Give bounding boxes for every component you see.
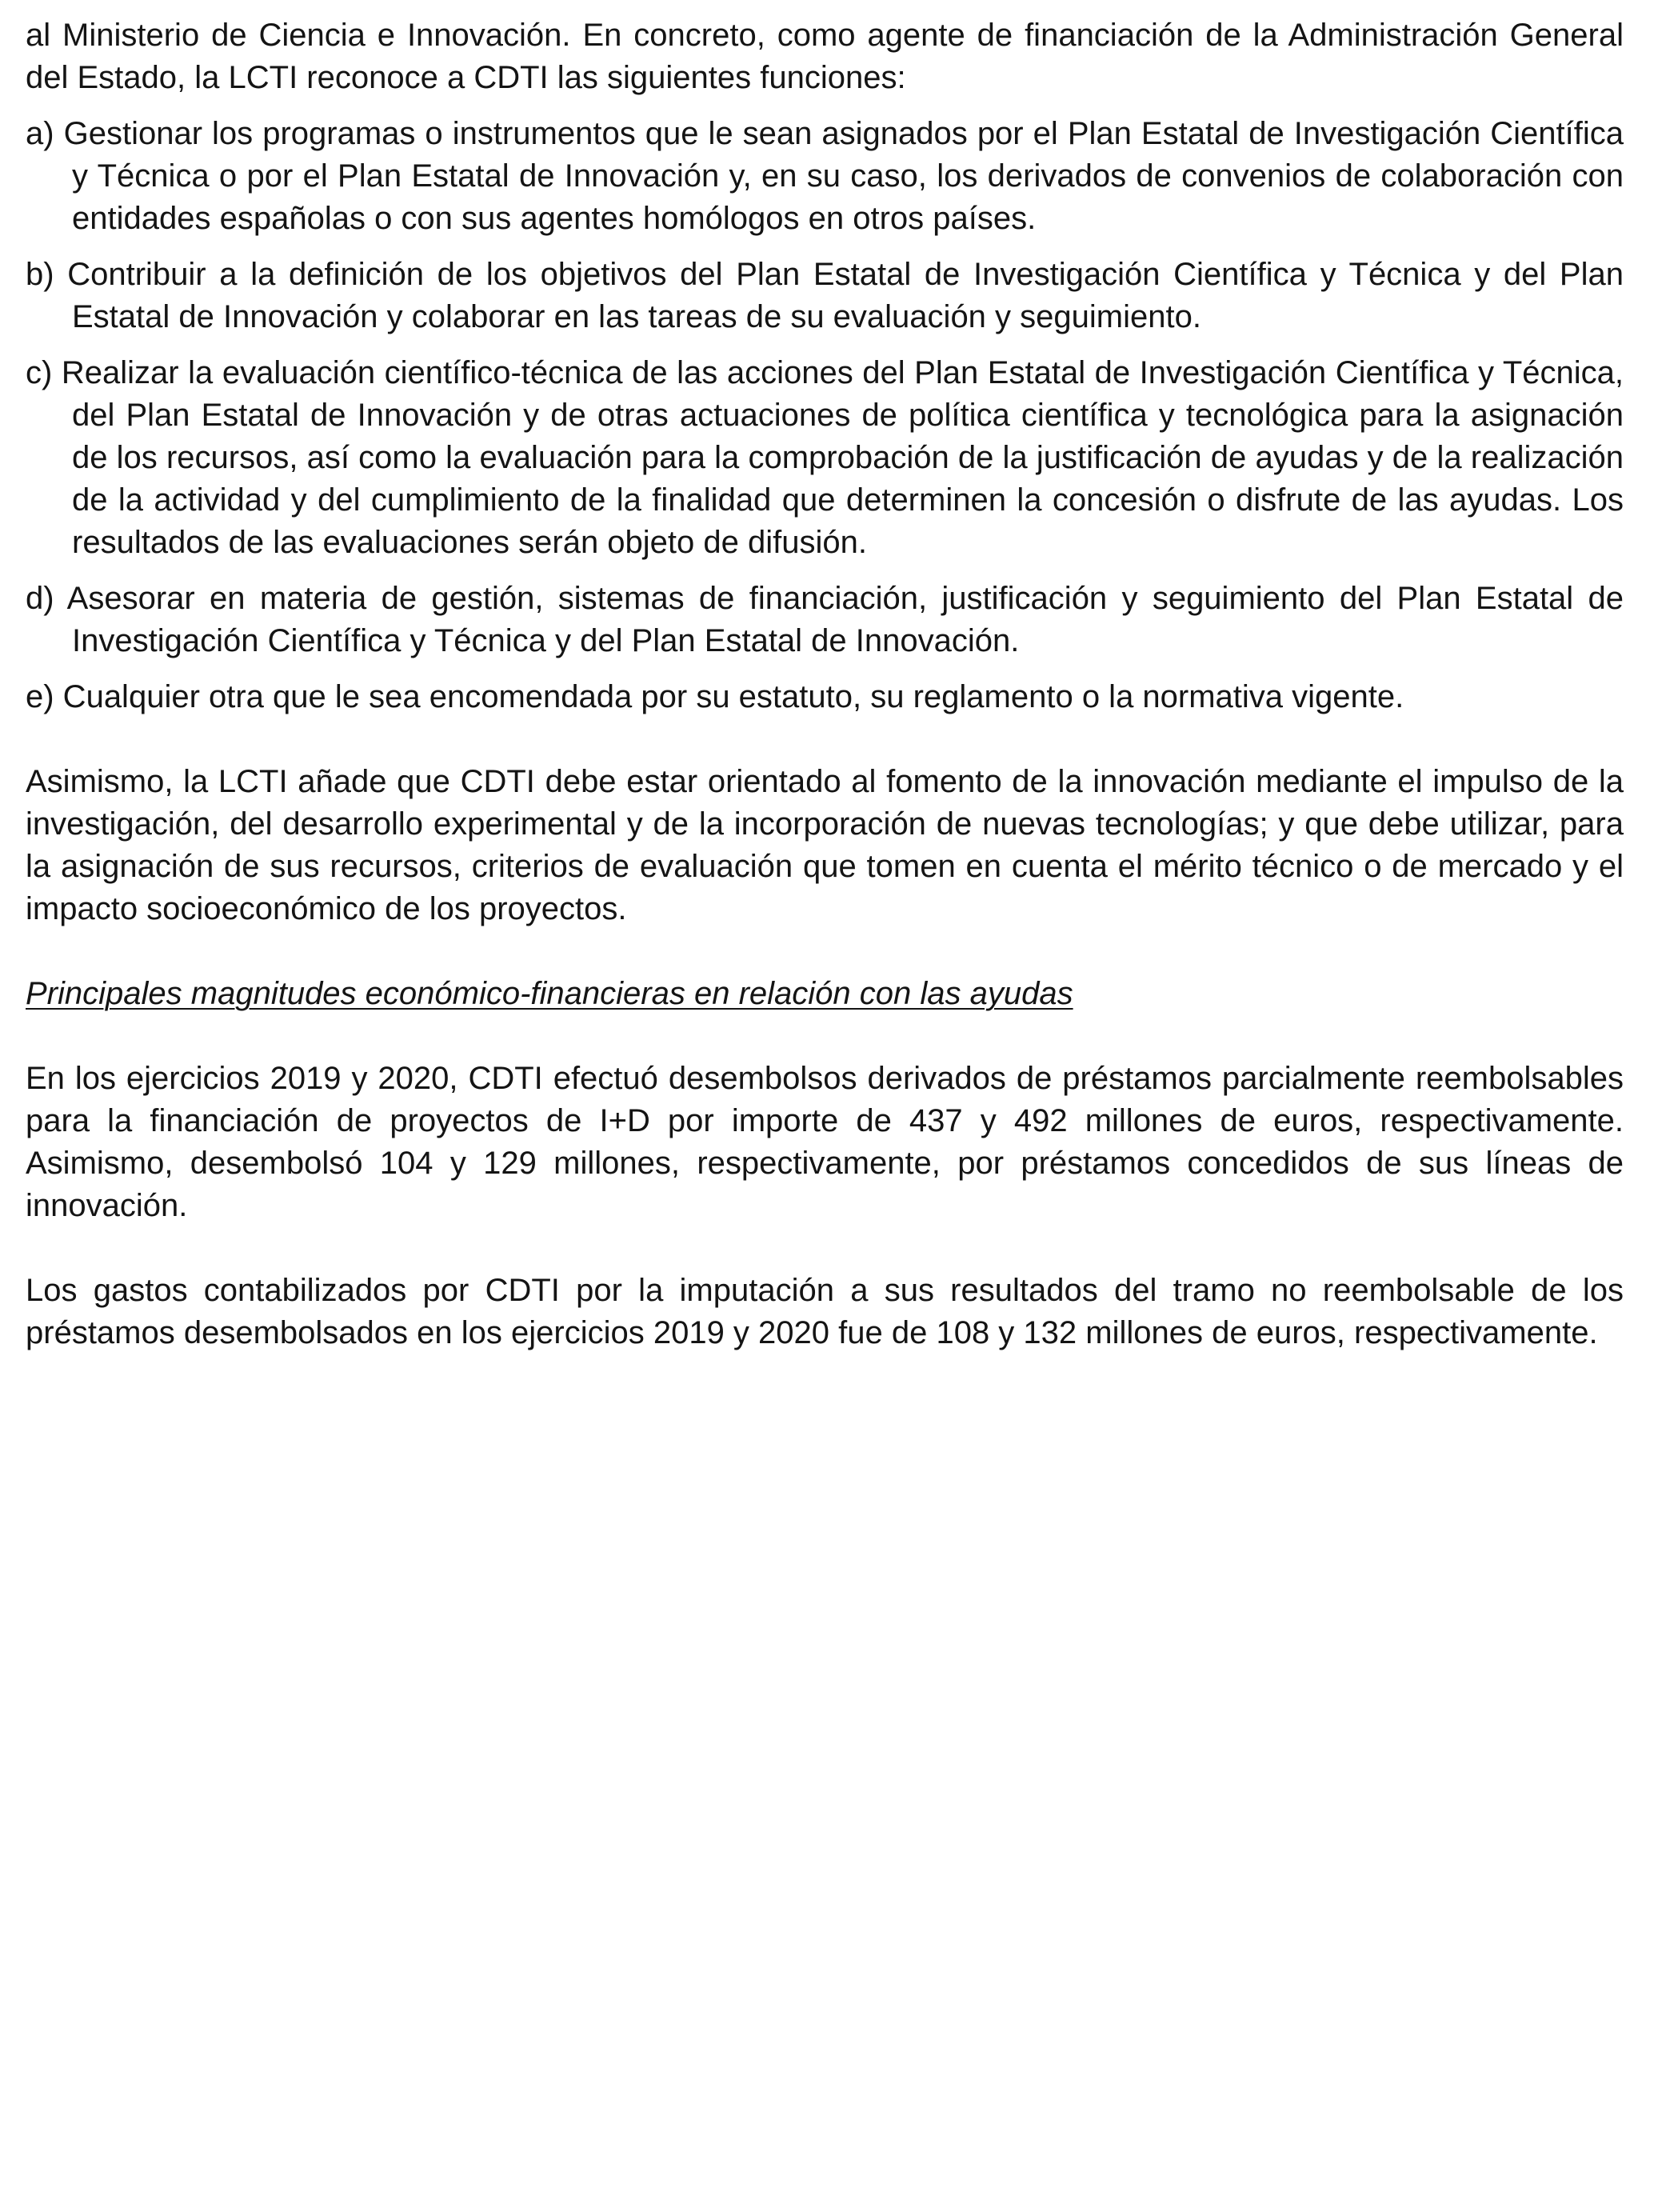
expenses-paragraph: Los gastos contabilizados por CDTI por la imputación a sus resultados del tramo no reembolsable de los préstamos desembolsados en los ejercicios 2019 y 2020 fue de 108 y 132 millones de euros, respectivamente.: [26, 1273, 1624, 1350]
document-page: [26, 14, 1624, 1354]
functions-list: [26, 113, 1624, 718]
disbursements-paragraph: En los ejercicios 2019 y 2020, CDTI efectuó desembolsos derivados de préstamos parcialmente reembolsables para la financiación de proyectos de I+D por importe de 437 y 492 millones de euros, respectivamente. Asimismo, desembolsó 104 y 129 millones, respectivamente, por préstamos concedidos de sus líneas de innovación.: [26, 1061, 1624, 1223]
function-item-a: a) Gestionar los programas o instrumentos que le sean asignados por el Plan Estatal de Investigación Científica y Técnica o por el Plan Estatal de Innovación y, en su caso, los derivados de convenios de colaboración con entidades españolas o con sus agentes homólogos en otros países.: [26, 116, 1624, 236]
orientation-paragraph: Asimismo, la LCTI añade que CDTI debe estar orientado al fomento de la innovación mediante el impulso de la investigación, del desarrollo experimental y de la incorporación de nuevas tecnologías; y que debe utilizar, para la asignación de sus recursos, criterios de evaluación que tomen en cuenta el mérito técnico o de mercado y el impacto socioeconómico de los proyectos.: [26, 764, 1624, 926]
function-item-d: d) Asesorar en materia de gestión, sistemas de financiación, justificación y seguimiento del Plan Estatal de Investigación Científica y Técnica y del Plan Estatal de Innovación.: [26, 581, 1624, 658]
section-heading: Principales magnitudes económico-financieras en relación con las ayudas: [26, 976, 1073, 1011]
function-item-e: e) Cualquier otra que le sea encomendada por su estatuto, su reglamento o la normativa vigente.: [26, 679, 1404, 714]
function-item-b: b) Contribuir a la definición de los objetivos del Plan Estatal de Investigación Científica y Técnica y del Plan Estatal de Innovación y colaborar en las tareas de su evaluación y seguimiento.: [26, 257, 1624, 334]
function-item-c: c) Realizar la evaluación científico-técnica de las acciones del Plan Estatal de Investigación Científica y Técnica, del Plan Estatal de Innovación y de otras actuaciones de política científica y tecnológica para la asignación de los recursos, así como la evaluación para la comprobación de la justificación de ayudas y de la realización de la actividad y del cumplimiento de la finalidad que determinen la concesión o disfrute de las ayudas. Los resultados de las evaluaciones serán objeto de difusión.: [26, 355, 1624, 560]
intro-paragraph: al Ministerio de Ciencia e Innovación. En concreto, como agente de financiación de la Administración General del Estado, la LCTI reconoce a CDTI las siguientes funciones:: [26, 18, 1624, 95]
